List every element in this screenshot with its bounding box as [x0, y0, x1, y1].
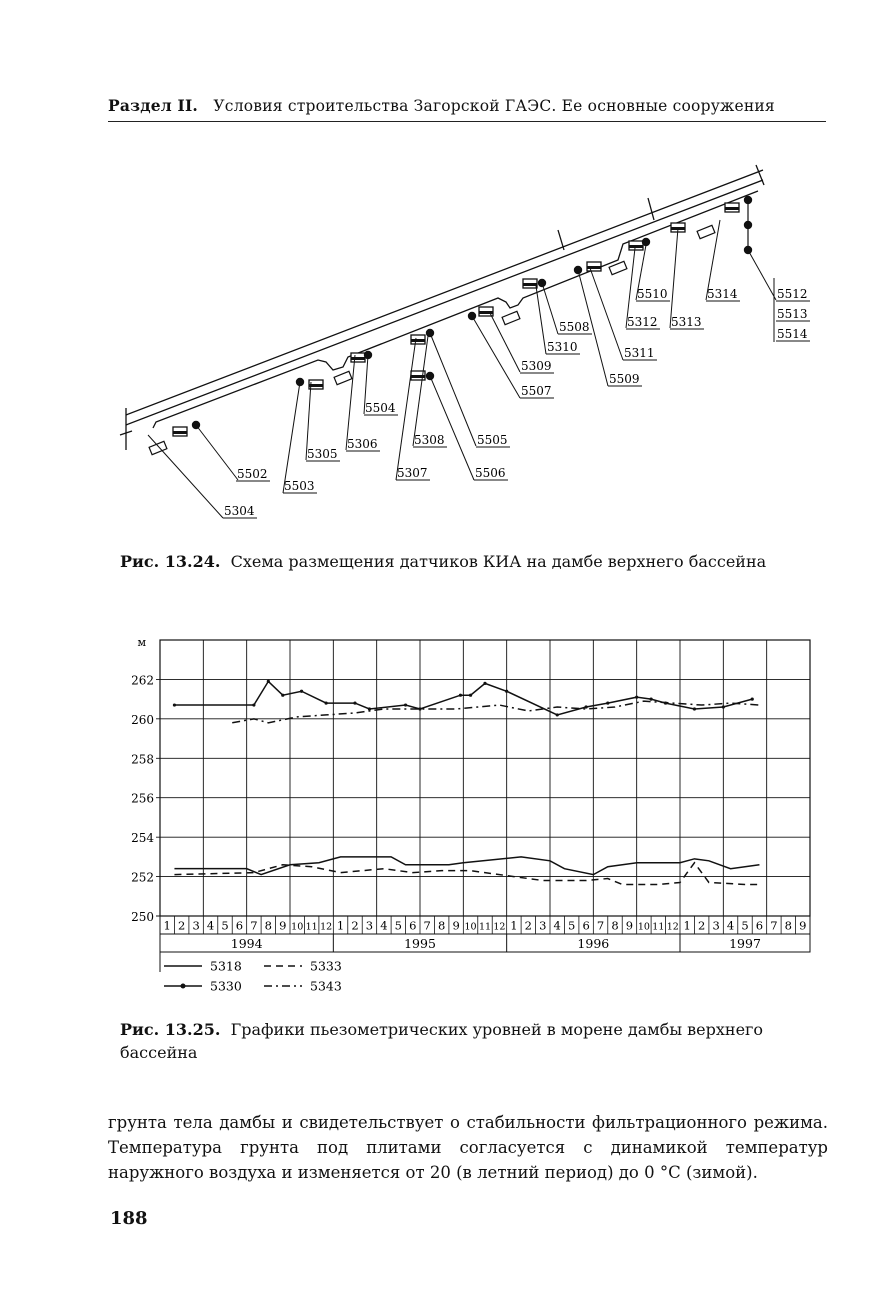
- series-point-5330: [556, 713, 559, 716]
- drain-block: [334, 371, 352, 384]
- break-mark: [648, 198, 654, 220]
- sensor-label-5502: 5502: [237, 467, 268, 481]
- month-label: 7: [250, 918, 258, 933]
- gauge-box-stripe: [173, 431, 187, 434]
- month-label: 6: [582, 918, 590, 933]
- month-label: 3: [192, 918, 200, 933]
- month-label: 5: [568, 918, 576, 933]
- month-label: 6: [235, 918, 244, 933]
- series-point-5330: [585, 705, 588, 708]
- series-point-5330: [173, 703, 176, 706]
- sensor-leader-5310: [536, 286, 546, 354]
- month-label: 11: [478, 921, 492, 933]
- sensor-leader-5307: [396, 338, 416, 480]
- gauge-box-stripe: [411, 339, 425, 342]
- series-point-5330: [635, 696, 638, 699]
- month-label: 12: [320, 921, 333, 933]
- month-label: 3: [539, 918, 547, 933]
- month-label: 4: [553, 918, 561, 933]
- sensor-label-5503: 5503: [284, 479, 315, 493]
- sensor-label-5314: 5314: [707, 287, 738, 301]
- drain-block: [609, 261, 627, 274]
- series-point-5330: [505, 690, 508, 693]
- month-label: 9: [452, 918, 460, 933]
- month-label: 10: [637, 921, 650, 933]
- series-point-5330: [418, 707, 421, 710]
- gauge-box-stripe: [629, 245, 643, 248]
- y-axis-unit: м: [137, 636, 146, 649]
- sensor-leader-5311: [590, 268, 623, 360]
- year-label-1996: 1996: [577, 936, 610, 951]
- month-label: 1: [163, 918, 171, 933]
- month-label: 7: [596, 918, 605, 933]
- month-label: 4: [206, 918, 215, 933]
- month-label: 5: [394, 918, 402, 933]
- series-point-5330: [267, 680, 270, 683]
- month-label: 2: [178, 918, 186, 933]
- series-point-5330: [722, 705, 725, 708]
- month-label: 3: [365, 918, 374, 933]
- sensor-leader-5506: [430, 376, 474, 480]
- section-label: Раздел II.: [108, 96, 199, 115]
- legend-dot-5330: [181, 984, 186, 989]
- sensor-label-5307: 5307: [397, 466, 428, 480]
- series-point-5330: [300, 690, 303, 693]
- series-point-5330: [459, 694, 462, 697]
- body-paragraph: грунта тела дамбы и свидетельствует о стабильности фильтрационного режима. Температура грунта под плитами согласуется с динамикой температур наружного воздуха и изменяется от 20 (в летний период) до 0 °C (зимой).: [108, 1113, 828, 1182]
- month-label: 8: [611, 918, 619, 933]
- running-header: [108, 96, 826, 122]
- dam-slope-inner: [153, 191, 758, 428]
- sensor-label-5313: 5313: [671, 315, 702, 329]
- figure-13-24-text: Схема размещения датчиков КИА на дамбе верхнего бассейна: [230, 552, 767, 571]
- sensor-label-5514: 5514: [777, 327, 808, 341]
- figure-13-24-label: Рис. 13.24.: [120, 552, 221, 571]
- sensor-label-5513: 5513: [777, 307, 808, 321]
- month-label: 3: [712, 918, 720, 933]
- sensor-label-5309: 5309: [521, 359, 552, 373]
- month-label: 5: [741, 918, 749, 933]
- legend-label-5343: 5343: [310, 978, 342, 994]
- month-label: 12: [493, 921, 506, 933]
- y-tick-label: 260: [131, 712, 154, 727]
- series-line-5318: [174, 857, 759, 875]
- month-label: 10: [464, 921, 477, 933]
- gauge-box-stripe: [587, 266, 601, 269]
- sensor-label-5506: 5506: [475, 466, 506, 480]
- month-label: 4: [726, 918, 735, 933]
- y-tick-label: 250: [131, 910, 154, 924]
- series-point-5330: [483, 682, 486, 685]
- sensor-label-5507: 5507: [521, 384, 552, 398]
- page-number: 188: [110, 1208, 148, 1229]
- series-point-5330: [252, 703, 255, 706]
- gauge-box-stripe: [725, 207, 739, 210]
- y-tick-label: 256: [131, 791, 154, 806]
- month-label: 11: [305, 921, 318, 933]
- legend-label-5330: 5330: [210, 978, 242, 994]
- series-point-5330: [325, 701, 328, 704]
- plot-frame: [160, 640, 810, 916]
- sensor-label-5505: 5505: [477, 433, 508, 447]
- dam-schematic: [118, 150, 818, 530]
- piezometer-dot: [642, 238, 650, 246]
- month-label: 5: [221, 918, 229, 933]
- sensor-leader-5502: [196, 425, 238, 480]
- month-label: 1: [683, 918, 691, 933]
- year-label-1997: 1997: [729, 936, 761, 951]
- series-point-5330: [693, 707, 696, 710]
- sensor-label-5306: 5306: [347, 437, 378, 451]
- figure-13-25-label: Рис. 13.25.: [120, 1020, 221, 1039]
- month-label: 11: [652, 921, 665, 933]
- month-label: 10: [291, 921, 304, 933]
- month-label: 7: [423, 918, 431, 933]
- gauge-box-stripe: [351, 357, 365, 360]
- month-label: 8: [784, 918, 792, 933]
- gauge-box-stripe: [523, 283, 537, 286]
- sensor-label-5509: 5509: [609, 372, 640, 386]
- month-label: 1: [336, 918, 345, 933]
- y-tick-label: 262: [131, 673, 154, 688]
- series-point-5330: [650, 698, 653, 701]
- sensor-label-5508: 5508: [559, 320, 590, 334]
- drain-block: [697, 225, 715, 238]
- sensor-leader-5308: [413, 336, 428, 446]
- sensor-label-5510: 5510: [637, 287, 668, 301]
- year-label-1995: 1995: [404, 936, 436, 951]
- month-label: 1: [510, 918, 518, 933]
- sensor-label-5304: 5304: [224, 504, 255, 518]
- legend-label-5333: 5333: [310, 958, 342, 974]
- series-point-5330: [751, 698, 754, 701]
- header-title: Условия строительства Загорской ГАЭС. Ее основные сооружения: [213, 97, 775, 115]
- sensor-leader-5503: [283, 382, 300, 493]
- series-point-5330: [404, 703, 407, 706]
- sensor-label-5310: 5310: [547, 340, 578, 354]
- sensor-leader-5304: [148, 435, 223, 518]
- sensor-label-5308: 5308: [414, 433, 445, 447]
- month-label: 6: [755, 918, 764, 933]
- sensor-label-5504: 5504: [365, 401, 396, 415]
- month-label: 9: [799, 918, 807, 933]
- gauge-box-stripe: [479, 311, 493, 314]
- legend-label-5318: 5318: [210, 958, 242, 974]
- month-label: 12: [666, 921, 679, 933]
- y-tick-label: 258: [131, 752, 154, 767]
- series-point-5330: [281, 694, 284, 697]
- month-label: 9: [625, 918, 634, 933]
- piezometric-chart: [120, 630, 820, 1000]
- drain-block: [502, 311, 520, 324]
- sensor-label-5311: 5311: [624, 346, 655, 360]
- month-label: 8: [264, 918, 272, 933]
- month-label: 6: [409, 918, 417, 933]
- month-label: 9: [279, 918, 287, 933]
- figure-13-25-caption: [120, 1018, 832, 1064]
- y-tick-label: 252: [131, 870, 154, 885]
- month-label: 2: [351, 918, 359, 933]
- sensor-label-5312: 5312: [627, 315, 658, 329]
- sensor-leader-5313: [670, 228, 678, 328]
- sensor-leader-5512: [748, 250, 776, 300]
- year-label-1994: 1994: [230, 936, 263, 951]
- figure-13-25-text: Графики пьезометрических уровней в морене дамбы верхнего бассейна: [120, 1020, 764, 1062]
- sensor-label-5305: 5305: [307, 447, 338, 461]
- month-label: 2: [698, 918, 706, 933]
- series-point-5330: [368, 707, 371, 710]
- series-point-5330: [469, 694, 472, 697]
- month-label: 2: [524, 918, 532, 933]
- sensor-leader-5505: [430, 333, 476, 446]
- dam-slope-middle: [126, 180, 763, 425]
- sensor-label-5512: 5512: [777, 287, 808, 301]
- month-label: 8: [438, 918, 446, 933]
- sensor-leader-5306: [346, 355, 355, 450]
- series-point-5330: [353, 701, 356, 704]
- series-point-5330: [606, 701, 609, 704]
- y-tick-label: 254: [131, 831, 154, 846]
- month-label: 7: [770, 918, 778, 933]
- figure-13-24-caption: [120, 550, 820, 573]
- sensor-leader-5508: [542, 283, 558, 334]
- month-label: 4: [380, 918, 388, 933]
